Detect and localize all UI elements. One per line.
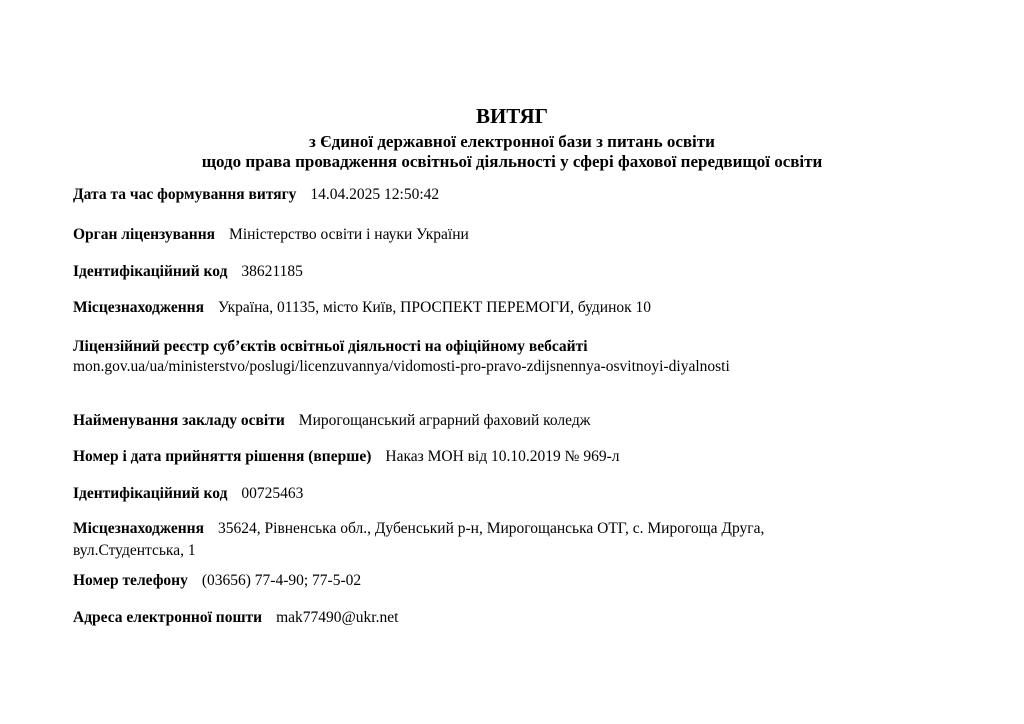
field-decision-value: Наказ МОН від 10.10.2019 № 969-л bbox=[385, 448, 620, 465]
field-decision bbox=[73, 448, 620, 466]
field-authority-code bbox=[73, 263, 303, 281]
field-institution-code bbox=[73, 485, 303, 503]
field-date bbox=[73, 186, 439, 204]
field-email bbox=[73, 609, 398, 627]
field-authority-location-label: Місцезнаходження bbox=[73, 299, 205, 316]
field-date-value: 14.04.2025 12:50:42 bbox=[310, 186, 440, 203]
field-institution-value: Мирогощанський аграрний фаховий коледж bbox=[298, 412, 591, 429]
field-registry-label: Ліцензійний реєстр суб’єктів освітньої діяльності на офіційному вебсайті bbox=[73, 338, 588, 355]
document-subtitle-1: з Єдиної державної електронної бази з питань освіти bbox=[309, 132, 715, 151]
field-authority-value: Міністерство освіти і науки України bbox=[229, 226, 469, 243]
field-authority-location bbox=[73, 299, 651, 317]
field-email-value[interactable]: mak77490@ukr.net bbox=[276, 609, 399, 626]
field-institution-location bbox=[73, 518, 873, 562]
field-institution-location-value: 35624, Рівненська обл., Дубенський р-н, Мирогощанська ОТГ, с. Мирогоща Друга, вул.Студентська, 1 bbox=[73, 520, 765, 559]
field-authority-code-value: 38621185 bbox=[241, 263, 303, 280]
field-phone-label: Номер телефону bbox=[73, 572, 188, 589]
field-authority-code-label: Ідентифікаційний код bbox=[73, 263, 228, 280]
field-institution-code-value: 00725463 bbox=[241, 485, 304, 502]
field-institution bbox=[73, 412, 590, 430]
field-decision-label: Номер і дата прийняття рішення (вперше) bbox=[73, 448, 372, 465]
field-registry bbox=[73, 337, 730, 377]
field-authority bbox=[73, 226, 469, 244]
field-authority-label: Орган ліцензування bbox=[73, 226, 216, 243]
field-institution-label: Найменування закладу освіти bbox=[73, 412, 285, 429]
document-title: ВИТЯГ bbox=[475, 104, 549, 128]
field-authority-location-value: Україна, 01135, місто Київ, ПРОСПЕКТ ПЕРЕМОГИ, будинок 10 bbox=[218, 299, 652, 316]
field-date-label: Дата та час формування витягу bbox=[73, 186, 297, 203]
field-email-label: Адреса електронної пошти bbox=[73, 609, 263, 626]
field-registry-url[interactable]: mon.gov.ua/ua/ministerstvo/poslugi/licenzuvannya/vidomosti-pro-pravo-zdijsnennya-osvitnoyi-diyalnosti bbox=[73, 358, 730, 375]
field-institution-location-label: Місцезнаходження bbox=[73, 520, 205, 537]
field-phone bbox=[73, 572, 361, 590]
field-institution-code-label: Ідентифікаційний код bbox=[73, 485, 228, 502]
field-phone-value: (03656) 77-4-90; 77-5-02 bbox=[201, 572, 362, 589]
document-subtitle-2: щодо права провадження освітньої діяльності у сфері фахової передвищої освіти bbox=[201, 152, 823, 171]
